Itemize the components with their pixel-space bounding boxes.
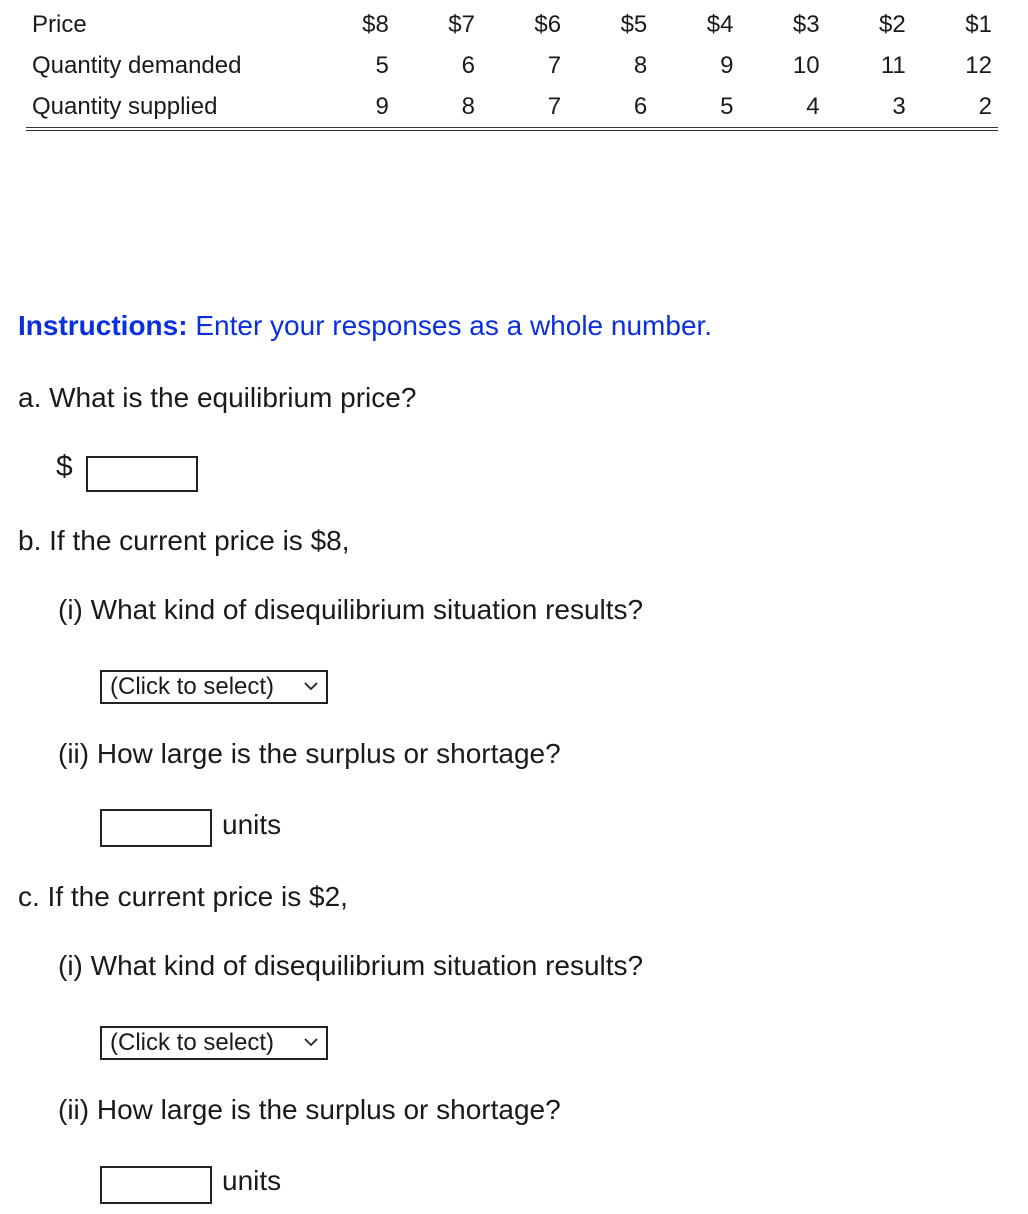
- row-label: Quantity demanded: [32, 51, 242, 79]
- table-cell: 9: [309, 86, 395, 129]
- table-cell: $8: [362, 10, 389, 38]
- table-cell: 6: [461, 51, 475, 79]
- question-c-part2: (ii) How large is the surplus or shortage?: [58, 1094, 561, 1125]
- table-cell: 8: [633, 51, 648, 79]
- table-cell: 4: [739, 86, 825, 129]
- table-cell: $6: [534, 10, 562, 38]
- table-cell: $3: [792, 10, 820, 38]
- table-row-price: [26, 4, 998, 45]
- supply-demand-table: [26, 4, 998, 131]
- table-cell: $5: [620, 10, 648, 38]
- table-cell: 12: [965, 51, 992, 79]
- question-b-part1: (i) What kind of disequilibrium situation results?: [58, 594, 644, 625]
- unit-label: units: [222, 1165, 282, 1196]
- question-b-text: b. If the current price is $8,: [18, 525, 350, 556]
- unit-label: units: [222, 809, 282, 840]
- row-label: Price: [32, 10, 87, 38]
- question-a-text: a. What is the equilibrium price?: [18, 382, 417, 413]
- table-cell: 10: [792, 51, 820, 79]
- chevron-down-icon: [304, 1037, 318, 1047]
- table-cell: 5: [653, 86, 739, 129]
- table-cell: 2: [912, 86, 998, 129]
- surplus-shortage-input-c[interactable]: [100, 1166, 212, 1204]
- table-cell: 3: [826, 86, 912, 129]
- table-row-quantity-demanded: [26, 45, 998, 86]
- row-label: Quantity supplied: [26, 86, 309, 129]
- table-cell: $2: [879, 10, 906, 38]
- disequilibrium-select-c[interactable]: [100, 1026, 328, 1060]
- table-cell: $4: [706, 10, 734, 38]
- table-cell: 9: [720, 51, 734, 79]
- table-cell: $7: [448, 10, 475, 38]
- question-c-part1: (i) What kind of disequilibrium situation results?: [58, 950, 644, 981]
- table-cell: 7: [481, 86, 567, 129]
- instructions: [18, 310, 712, 342]
- table-cell: 5: [375, 51, 389, 79]
- select-value: (Click to select): [110, 1029, 275, 1056]
- question-c-text: c. If the current price is $2,: [18, 881, 348, 912]
- instructions-label: Instructions:: [18, 310, 188, 341]
- equilibrium-price-input[interactable]: [86, 456, 198, 492]
- table-cell: $1: [965, 10, 992, 38]
- table-cell: 11: [880, 51, 906, 79]
- select-value: (Click to select): [110, 673, 275, 700]
- instructions-text: Enter your responses as a whole number.: [187, 310, 713, 341]
- table-row-quantity-supplied: [26, 86, 998, 129]
- question-b-part2: (ii) How large is the surplus or shortage?: [58, 738, 561, 769]
- currency-symbol: $: [56, 450, 73, 483]
- table-cell: 8: [395, 86, 481, 129]
- disequilibrium-select-b[interactable]: [100, 670, 328, 704]
- table-cell: 7: [547, 51, 562, 79]
- chevron-down-icon: [304, 681, 318, 691]
- table-cell: 6: [567, 86, 653, 129]
- surplus-shortage-input-b[interactable]: [100, 809, 212, 847]
